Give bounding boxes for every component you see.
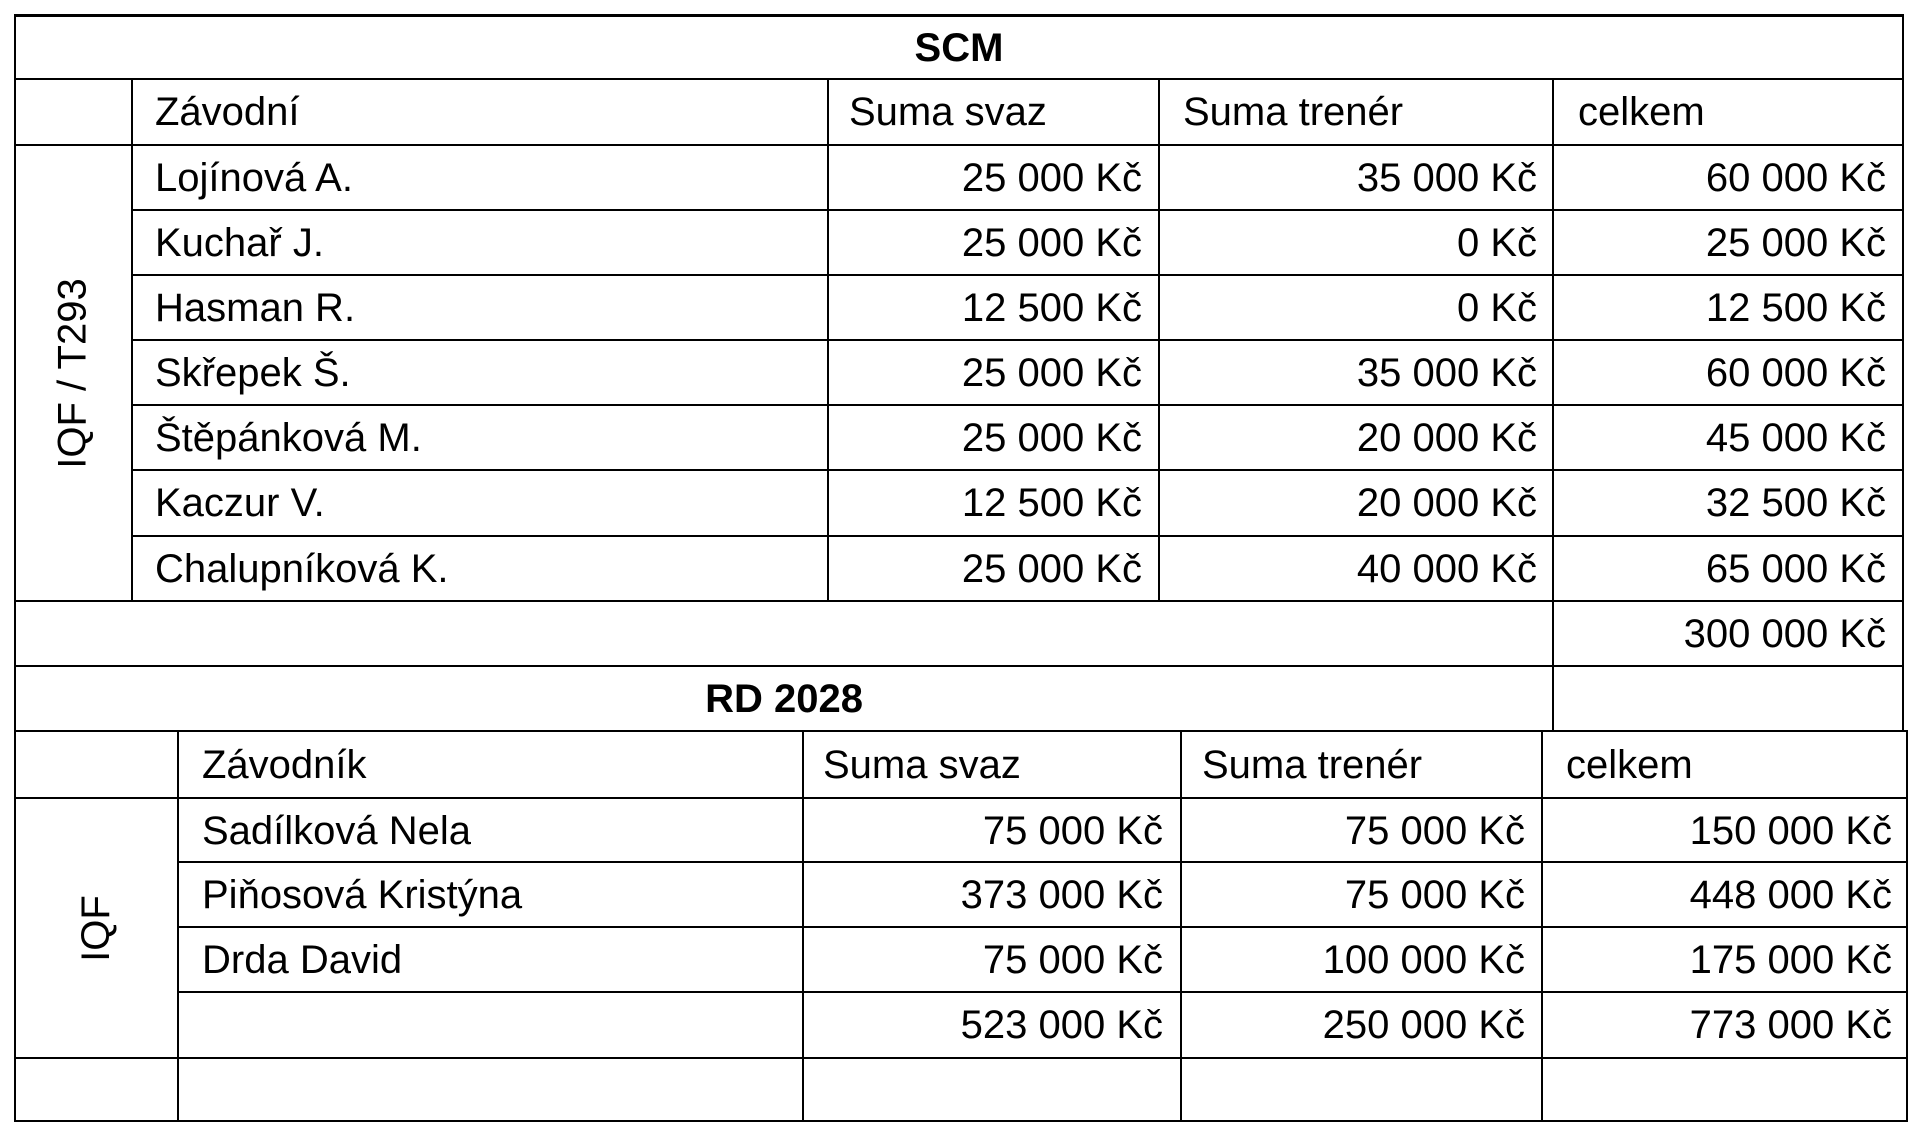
scm-group-label: IQF / T293	[51, 277, 96, 469]
scm-cell-celkem: 65 000 Kč	[1705, 547, 1886, 591]
scm-col-divider-svaz	[1158, 78, 1160, 602]
rd-group-label-cell	[16, 799, 177, 1057]
rd-cell-svaz: 373 000 Kč	[960, 873, 1163, 917]
rd-header-suma-trener: Suma trenér	[1202, 743, 1423, 787]
rd-header-zavodnik: Závodník	[202, 743, 367, 787]
border-right-rd	[1906, 730, 1908, 1122]
scm-cell-name: Chalupníková K.	[155, 547, 449, 591]
scm-cell-celkem: 60 000 Kč	[1705, 351, 1886, 395]
rd-cell-trener: 75 000 Kč	[1344, 873, 1525, 917]
rd-cell-celkem: 175 000 Kč	[1689, 938, 1892, 982]
border-bottom	[14, 1120, 1908, 1122]
scm-cell-celkem: 12 500 Kč	[1705, 286, 1886, 330]
scm-cell-celkem: 32 500 Kč	[1705, 481, 1886, 525]
rd-title: RD 2028	[705, 677, 863, 721]
scm-cell-svaz: 25 000 Kč	[961, 351, 1142, 395]
scm-col-divider-name	[827, 78, 829, 602]
scm-cell-celkem: 45 000 Kč	[1705, 416, 1886, 460]
scm-cell-name: Kaczur V.	[155, 481, 325, 525]
rd-total-svaz: 523 000 Kč	[960, 1003, 1163, 1047]
rd-col-divider-group	[177, 730, 179, 1122]
rd-group-label: IQF	[73, 894, 118, 962]
rd-cell-svaz: 75 000 Kč	[982, 809, 1163, 853]
rd-total-trener: 250 000 Kč	[1322, 1003, 1525, 1047]
rd-cell-name: Piňosová Kristýna	[202, 873, 523, 917]
rd-cell-trener: 100 000 Kč	[1322, 938, 1525, 982]
scm-cell-trener: 35 000 Kč	[1356, 156, 1537, 200]
scm-header-suma-trener: Suma trenér	[1183, 90, 1404, 134]
rd-body-bottom-divider	[14, 1057, 1908, 1059]
scm-header-celkem: celkem	[1578, 90, 1705, 134]
scm-cell-svaz: 25 000 Kč	[961, 547, 1142, 591]
rd-header-celkem: celkem	[1566, 743, 1693, 787]
scm-cell-celkem: 25 000 Kč	[1705, 221, 1886, 265]
scm-header-suma-svaz: Suma svaz	[849, 90, 1047, 134]
border-right-scm	[1902, 14, 1904, 732]
scm-cell-svaz: 12 500 Kč	[961, 286, 1142, 330]
rd-cell-name: Drda David	[202, 938, 403, 982]
rd-cell-celkem: 150 000 Kč	[1689, 809, 1892, 853]
scm-cell-trener: 40 000 Kč	[1356, 547, 1537, 591]
rd-cell-celkem: 448 000 Kč	[1689, 873, 1892, 917]
scm-cell-name: Štěpánková M.	[155, 416, 422, 460]
scm-title: SCM	[914, 26, 1004, 70]
rd-cell-name: Sadílková Nela	[202, 809, 472, 853]
rd-header-suma-svaz: Suma svaz	[823, 743, 1021, 787]
scm-cell-trener: 0 Kč	[1456, 221, 1537, 265]
scm-cell-name: Skřepek Š.	[155, 351, 351, 395]
rd-cell-svaz: 75 000 Kč	[982, 938, 1163, 982]
scm-cell-trener: 20 000 Kč	[1356, 481, 1537, 525]
scm-group-label-cell	[16, 146, 131, 600]
scm-cell-svaz: 12 500 Kč	[961, 481, 1142, 525]
rd-col-divider-trener	[1541, 730, 1543, 1122]
scm-cell-name: Hasman R.	[155, 286, 356, 330]
rd-col-divider-svaz	[1180, 730, 1182, 1122]
rd-total-celkem: 773 000 Kč	[1689, 1003, 1892, 1047]
scm-header-zavodni: Závodní	[155, 90, 300, 134]
scm-cell-trener: 35 000 Kč	[1356, 351, 1537, 395]
scm-grand-total: 300 000 Kč	[1683, 612, 1886, 656]
rd-col-divider-name	[802, 730, 804, 1122]
scm-col-divider-trener	[1552, 78, 1554, 732]
scm-cell-celkem: 60 000 Kč	[1705, 156, 1886, 200]
scm-cell-svaz: 25 000 Kč	[961, 416, 1142, 460]
rd-cell-trener: 75 000 Kč	[1344, 809, 1525, 853]
scm-cell-name: Kuchař J.	[155, 221, 324, 265]
scm-cell-svaz: 25 000 Kč	[961, 221, 1142, 265]
scm-col-divider-group	[131, 78, 133, 602]
scm-cell-trener: 0 Kč	[1456, 286, 1537, 330]
scm-cell-trener: 20 000 Kč	[1356, 416, 1537, 460]
scm-cell-svaz: 25 000 Kč	[961, 156, 1142, 200]
scm-cell-name: Lojínová A.	[155, 156, 353, 200]
